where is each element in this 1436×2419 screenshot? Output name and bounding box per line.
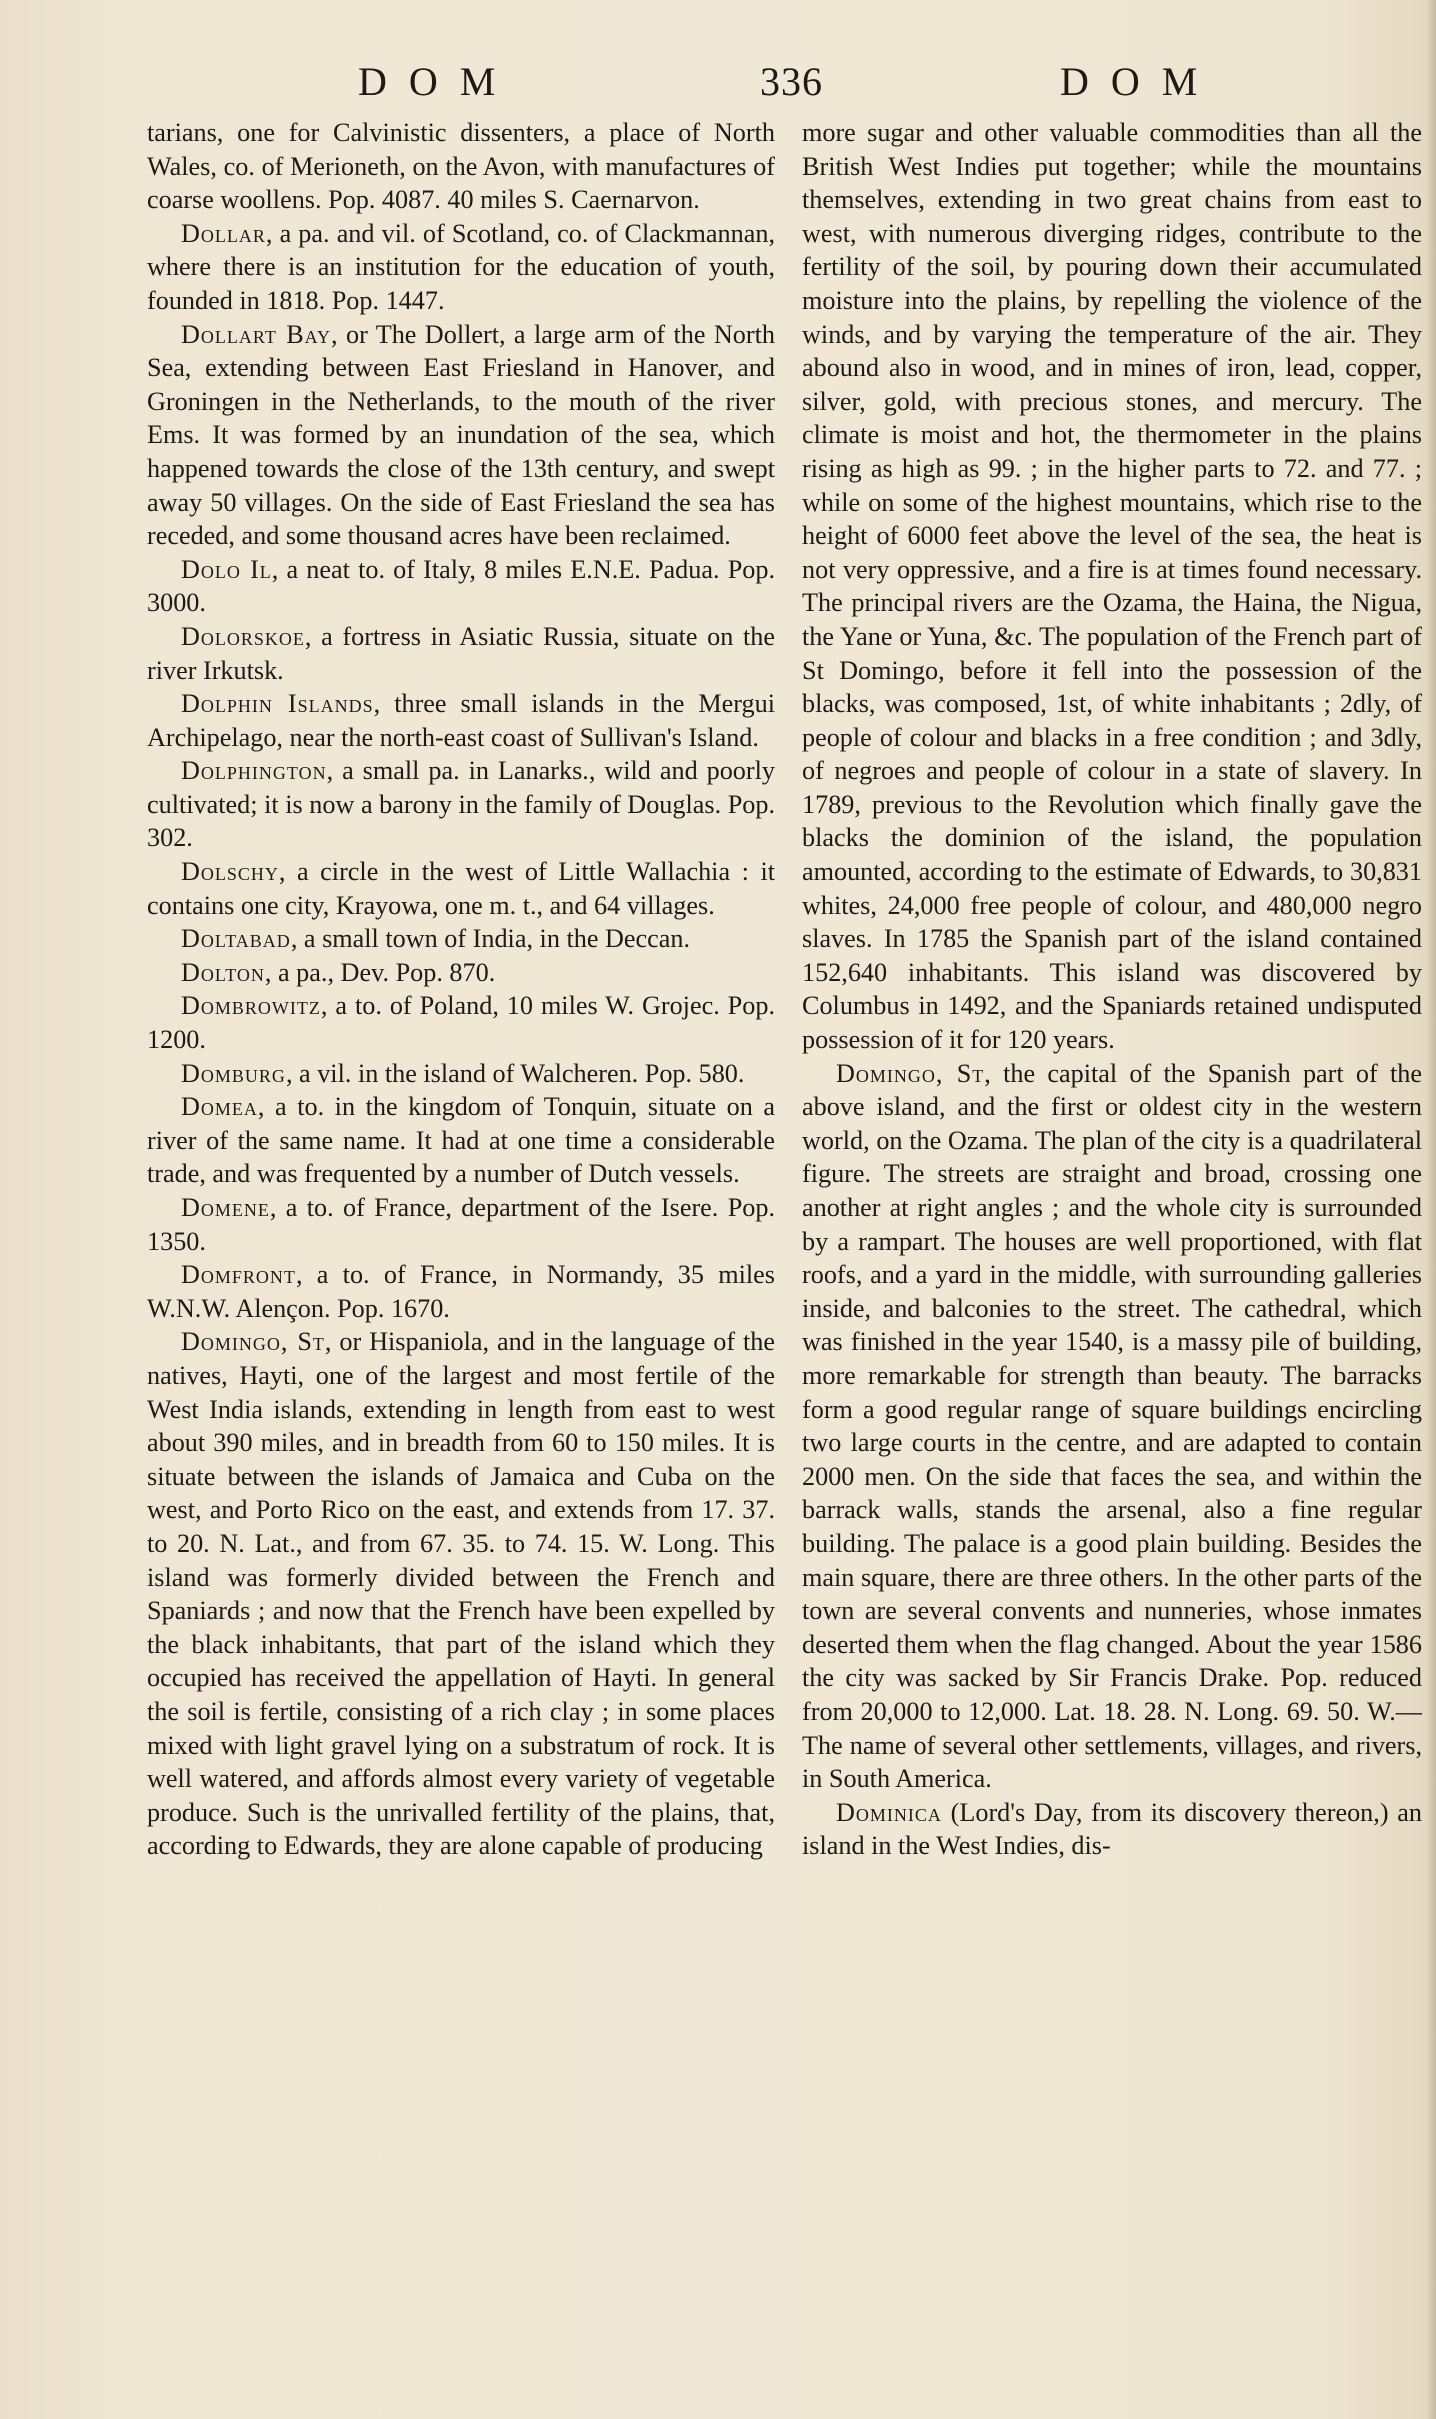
- entry-dombrowitz: Dombrowitz, a to. of Poland, 10 miles W. Grojec. Pop. 1200.: [147, 991, 775, 1055]
- entry-doltabad: Doltabad, a small town of India, in the Deccan.: [181, 924, 691, 954]
- headword: Dombrowitz: [181, 991, 321, 1021]
- headword: Domea: [181, 1092, 258, 1122]
- entry-dollart-bay: Dollart Bay, or The Dollert, a large arm of the North Sea, extending between East Friesland in Hanover, and Groningen in the Netherlands, to the mouth of the river Ems. It was formed by an inundation of the sea, which happened towards the close of the 13th century, and swept away 50 villages. On the side of East Friesland the sea has receded, and some thousand acres have been reclaimed.: [147, 319, 775, 551]
- headword: Doltabad: [181, 924, 291, 954]
- entry-domene: Domene, a to. of France, department of the Isere. Pop. 1350.: [147, 1193, 775, 1256]
- entry-domea: Domea, a to. in the kingdom of Tonquin, situate on a river of the same name. It had at one time a considerable trade, and was frequented by a number of Dutch vessels.: [147, 1092, 775, 1189]
- headword: Domene: [181, 1193, 270, 1222]
- entry-continuation: tarians, one for Calvinistic dissenters, a place of North Wales, co. of Merioneth, on the Avon, with manufactures of coarse woollens. Pop. 4087. 40 miles S. Caernarvon.: [147, 118, 775, 215]
- headword: Domingo, St: [181, 1327, 325, 1357]
- entry-domingo-st-city: Domingo, St, the capital of the Spanish part of the above island, and the first or oldest city in the western world, on the Ozama. The plan of the city is a quadrilateral figure. The streets are straight and broad, crossing one another at right angles ; and the whole city is surrounded by a rampart. The houses are well proportioned, with flat roofs, and a yard in the middle, with surrounding galleries inside, and balconies to the street. The cathedral, which was finished in the year 1540, is a massy pile of building, more remarkable for strength than beauty. The barracks form a good regular range of square buildings encircling two large courts in the centre, and are adapted to contain 2000 men. On the side that faces the sea, and within the barrack walls, stands the arsenal, also a fine regular building. The palace is a good plain building. Besides the main square, there are three others. In the other parts of the town are several convents and nunneries, whose inmates deserted them when the flag changed. About the year 1586 the city was sacked by Sir Francis Drake. Pop. reduced from 20,000 to 12,000. Lat. 18. 28. N. Long. 69. 50. W.—The name of several other settlements, villages, and rivers, in South America.: [802, 1058, 1422, 1794]
- entry-dominica: Dominica (Lord's Day, from its discovery thereon,) an island in the West Indies, dis-: [802, 1797, 1422, 1861]
- entry-domfront: Domfront, a to. of France, in Normandy, 35 miles W.N.W. Alençon. Pop. 1670.: [147, 1260, 775, 1323]
- left-column: [147, 116, 775, 1863]
- headword: Dolschy: [181, 857, 279, 887]
- headword: Dolo Il: [181, 554, 272, 584]
- entry-dolschy: Dolschy, a circle in the west of Little Wallachia : it contains one city, Krayowa, one m. t., and 64 villages.: [147, 857, 775, 920]
- header-left-word: DOM: [358, 59, 518, 104]
- entry-dolphin-islands: Dolphin Islands, three small islands in the Mergui Archipelago, near the north-east coast of Sullivan's Island.: [147, 689, 775, 752]
- entry-dolphington: Dolphington, a small pa. in Lanarks., wild and poorly cultivated; it is now a barony in the family of Douglas. Pop. 302.: [147, 756, 775, 853]
- entry-dolo-il: Dolo Il, a neat to. of Italy, 8 miles E.N.E. Padua. Pop. 3000.: [147, 554, 775, 618]
- headword: Domfront: [181, 1260, 296, 1290]
- entry-continuation: more sugar and other valuable commodities than all the British West Indies put together; while the mountains themselves, extending in two great chains from east to west, with numerous diverging ridges, contribute to the fertility of the soil, by pouring down their accumulated moisture into the plains, by repelling the violence of the winds, and by varying the temperature of the air. They abound also in wood, and in mines of iron, lead, copper, silver, gold, with precious stones, and mercury. The climate is moist and hot, the thermometer in the plains rising as high as 99. ; in the higher parts to 72. and 77. ; while on some of the highest mountains, which rise to the height of 6000 feet above the level of the sea, the heat is not very oppressive, and a fire is at times found necessary. The principal rivers are the Ozama, the Haina, the Nigua, the Yane or Yuna, &c. The population of the French part of St Domingo, before it fell into the possession of the blacks, was composed, 1st, of white inhabitants ; 2dly, of people of colour and blacks in a free condition ; and 3dly, of negroes and people of colour in a state of slavery. In 1789, previous to the Revolution which finally gave the blacks the dominion of the island, the population amounted, according to the estimate of Edwards, to 30,831 whites, 24,000 free people of colour, and 480,000 negro slaves. In 1785 the Spanish part of the island contained 152,640 inhabitants. This island was discovered by Columbus in 1492, and the Spaniards retained undisputed possession of it for 120 years.: [802, 118, 1422, 1055]
- headword: Dominica: [836, 1797, 942, 1827]
- entry-dolton: Dolton, a pa., Dev. Pop. 870.: [181, 957, 496, 987]
- headword: Dolphin Islands: [181, 689, 374, 719]
- page-edge: [1426, 0, 1436, 2419]
- headword: Domingo, St: [836, 1058, 985, 1088]
- entry-domingo-st-island: Domingo, St, or Hispaniola, and in the language of the natives, Hayti, one of the largest and most fertile of the West India islands, extending in length from east to west about 390 miles, and in breadth from 60 to 150 miles. It is situate between the islands of Jamaica and Cuba on the west, and Porto Rico on the east, and extends from 17. 37. to 20. N. Lat., and from 67. 35. to 74. 15. W. Long. This island was formerly divided between the French and Spaniards ; and now that the French have been expelled by the black inhabitants, that part of the island which they occupied has received the appellation of Hayti. In general the soil is fertile, consisting of a rich clay ; in some places mixed with light gravel lying on a substratum of rock. It is well watered, and affords almost every variety of vegetable produce. Such is the unrivalled fertility of the plains, that, according to Edwards, they are alone capable of producing: [147, 1327, 775, 1861]
- headword: Dolton: [181, 957, 265, 987]
- right-column: [802, 116, 1422, 1863]
- entry-domburg: Domburg, a vil. in the island of Walcheren. Pop. 580.: [181, 1058, 745, 1088]
- running-header: [148, 58, 1288, 110]
- headword: Domburg: [181, 1058, 286, 1088]
- page-number: 336: [760, 59, 823, 104]
- headword: Dollar: [181, 218, 266, 248]
- headword: Dolphington: [181, 756, 327, 786]
- entry-dolorskoe: Dolorskoe, a fortress in Asiatic Russia, situate on the river Irkutsk.: [147, 621, 775, 685]
- entry-dollar: Dollar, a pa. and vil. of Scotland, co. of Clackmannan, where there is an institution for the education of youth, founded in 1818. Pop. 1447.: [147, 218, 775, 315]
- header-right-word: DOM: [1060, 59, 1220, 104]
- headword: Dollart Bay: [181, 319, 332, 349]
- headword: Dolorskoe: [181, 621, 305, 651]
